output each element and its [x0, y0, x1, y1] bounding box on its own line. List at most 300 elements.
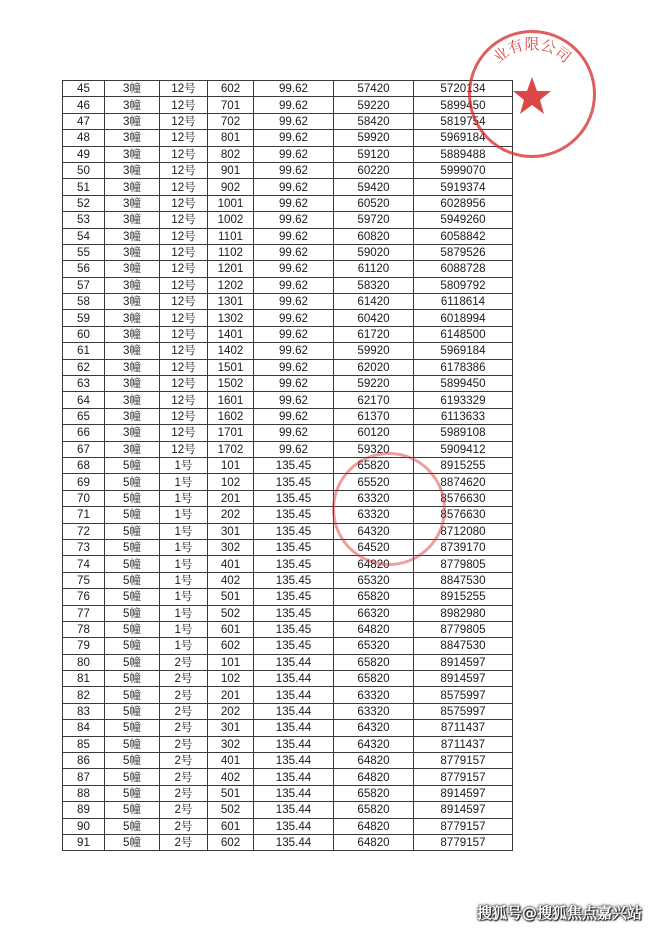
total-price-cell: 6028956: [414, 195, 513, 211]
unit-cell: 12号: [160, 146, 208, 162]
row-number-cell: 84: [63, 720, 105, 736]
room-number-cell: 1602: [208, 408, 254, 424]
row-number-cell: 66: [63, 425, 105, 441]
unit-cell: 12号: [160, 425, 208, 441]
unit-cell: 1号: [160, 507, 208, 523]
building-cell: 5幢: [105, 818, 160, 834]
unit-cell: 12号: [160, 277, 208, 293]
room-number-cell: 402: [208, 769, 254, 785]
area-cell: 135.44: [254, 769, 334, 785]
unit-price-cell: 65520: [334, 474, 414, 490]
unit-price-cell: 63320: [334, 490, 414, 506]
building-cell: 3幢: [105, 162, 160, 178]
total-price-cell: 5919374: [414, 179, 513, 195]
room-number-cell: 1202: [208, 277, 254, 293]
building-cell: 3幢: [105, 408, 160, 424]
unit-price-cell: 64320: [334, 736, 414, 752]
unit-cell: 12号: [160, 195, 208, 211]
row-number-cell: 53: [63, 212, 105, 228]
building-cell: 5幢: [105, 490, 160, 506]
unit-cell: 12号: [160, 261, 208, 277]
unit-price-cell: 64820: [334, 818, 414, 834]
row-number-cell: 51: [63, 179, 105, 195]
row-number-cell: 87: [63, 769, 105, 785]
unit-cell: 2号: [160, 671, 208, 687]
unit-price-cell: 65820: [334, 671, 414, 687]
table-row: [63, 834, 513, 850]
table-row: [63, 146, 513, 162]
table-row: [63, 572, 513, 588]
area-cell: 135.44: [254, 818, 334, 834]
area-cell: 135.44: [254, 703, 334, 719]
area-cell: 135.45: [254, 474, 334, 490]
unit-cell: 1号: [160, 457, 208, 473]
total-price-cell: 8779157: [414, 818, 513, 834]
area-cell: 99.62: [254, 408, 334, 424]
area-cell: 135.44: [254, 720, 334, 736]
room-number-cell: 101: [208, 457, 254, 473]
total-price-cell: 5949260: [414, 212, 513, 228]
area-cell: 99.62: [254, 392, 334, 408]
building-cell: 5幢: [105, 523, 160, 539]
room-number-cell: 801: [208, 130, 254, 146]
unit-cell: 2号: [160, 753, 208, 769]
building-cell: 3幢: [105, 294, 160, 310]
unit-price-cell: 60520: [334, 195, 414, 211]
table-row: [63, 294, 513, 310]
room-number-cell: 901: [208, 162, 254, 178]
table-row: [63, 474, 513, 490]
price-list-table: [62, 80, 513, 851]
row-number-cell: 83: [63, 703, 105, 719]
room-number-cell: 1201: [208, 261, 254, 277]
unit-cell: 12号: [160, 294, 208, 310]
building-cell: 5幢: [105, 589, 160, 605]
total-price-cell: 8914597: [414, 654, 513, 670]
unit-cell: 1号: [160, 490, 208, 506]
unit-cell: 12号: [160, 376, 208, 392]
row-number-cell: 67: [63, 441, 105, 457]
table-row: [63, 785, 513, 801]
row-number-cell: 52: [63, 195, 105, 211]
unit-price-cell: 65320: [334, 572, 414, 588]
area-cell: 135.44: [254, 671, 334, 687]
table-row: [63, 523, 513, 539]
table-row: [63, 130, 513, 146]
table-row: [63, 408, 513, 424]
unit-price-cell: 59020: [334, 244, 414, 260]
room-number-cell: 201: [208, 490, 254, 506]
room-number-cell: 601: [208, 621, 254, 637]
building-cell: 3幢: [105, 244, 160, 260]
svg-text:业有限公司: [490, 35, 575, 66]
area-cell: 135.45: [254, 638, 334, 654]
table-row: [63, 179, 513, 195]
total-price-cell: 6113633: [414, 408, 513, 424]
unit-price-cell: 61120: [334, 261, 414, 277]
building-cell: 5幢: [105, 720, 160, 736]
building-cell: 3幢: [105, 228, 160, 244]
row-number-cell: 70: [63, 490, 105, 506]
area-cell: 99.62: [254, 244, 334, 260]
total-price-cell: 8915255: [414, 457, 513, 473]
total-price-cell: 8739170: [414, 539, 513, 555]
table-row: [63, 343, 513, 359]
building-cell: 5幢: [105, 605, 160, 621]
room-number-cell: 1102: [208, 244, 254, 260]
area-cell: 135.44: [254, 802, 334, 818]
room-number-cell: 302: [208, 539, 254, 555]
room-number-cell: 302: [208, 736, 254, 752]
area-cell: 135.45: [254, 457, 334, 473]
building-cell: 3幢: [105, 441, 160, 457]
total-price-cell: 5879526: [414, 244, 513, 260]
total-price-cell: 6058842: [414, 228, 513, 244]
building-cell: 3幢: [105, 359, 160, 375]
unit-cell: 12号: [160, 81, 208, 97]
unit-price-cell: 66320: [334, 605, 414, 621]
area-cell: 135.45: [254, 621, 334, 637]
total-price-cell: 5720134: [414, 81, 513, 97]
unit-cell: 12号: [160, 113, 208, 129]
unit-cell: 1号: [160, 539, 208, 555]
building-cell: 5幢: [105, 753, 160, 769]
table-row: [63, 769, 513, 785]
unit-price-cell: 65320: [334, 638, 414, 654]
room-number-cell: 1702: [208, 441, 254, 457]
building-cell: 3幢: [105, 179, 160, 195]
building-cell: 3幢: [105, 376, 160, 392]
row-number-cell: 73: [63, 539, 105, 555]
area-cell: 99.62: [254, 97, 334, 113]
unit-price-cell: 64820: [334, 556, 414, 572]
unit-cell: 2号: [160, 703, 208, 719]
unit-price-cell: 59220: [334, 376, 414, 392]
unit-cell: 1号: [160, 474, 208, 490]
table-row: [63, 605, 513, 621]
total-price-cell: 8575997: [414, 687, 513, 703]
total-price-cell: 6088728: [414, 261, 513, 277]
table-row: [63, 425, 513, 441]
building-cell: 3幢: [105, 212, 160, 228]
unit-price-cell: 58420: [334, 113, 414, 129]
unit-price-cell: 64820: [334, 753, 414, 769]
row-number-cell: 80: [63, 654, 105, 670]
table-row: [63, 376, 513, 392]
row-number-cell: 77: [63, 605, 105, 621]
room-number-cell: 902: [208, 179, 254, 195]
unit-cell: 12号: [160, 228, 208, 244]
row-number-cell: 56: [63, 261, 105, 277]
total-price-cell: 8874620: [414, 474, 513, 490]
building-cell: 5幢: [105, 785, 160, 801]
total-price-cell: 5969184: [414, 130, 513, 146]
table-row: [63, 654, 513, 670]
total-price-cell: 8914597: [414, 671, 513, 687]
unit-price-cell: 61370: [334, 408, 414, 424]
row-number-cell: 82: [63, 687, 105, 703]
unit-price-cell: 59720: [334, 212, 414, 228]
room-number-cell: 1302: [208, 310, 254, 326]
building-cell: 3幢: [105, 195, 160, 211]
room-number-cell: 201: [208, 687, 254, 703]
table-row: [63, 326, 513, 342]
unit-cell: 12号: [160, 212, 208, 228]
total-price-cell: 8779805: [414, 621, 513, 637]
table-row: [63, 195, 513, 211]
unit-cell: 12号: [160, 392, 208, 408]
row-number-cell: 64: [63, 392, 105, 408]
room-number-cell: 1501: [208, 359, 254, 375]
unit-price-cell: 64320: [334, 720, 414, 736]
total-price-cell: 8711437: [414, 736, 513, 752]
area-cell: 99.62: [254, 81, 334, 97]
building-cell: 5幢: [105, 638, 160, 654]
row-number-cell: 74: [63, 556, 105, 572]
total-price-cell: 5889488: [414, 146, 513, 162]
unit-price-cell: 61420: [334, 294, 414, 310]
table-row: [63, 753, 513, 769]
total-price-cell: 8914597: [414, 802, 513, 818]
area-cell: 99.62: [254, 146, 334, 162]
room-number-cell: 602: [208, 834, 254, 850]
unit-price-cell: 65820: [334, 785, 414, 801]
row-number-cell: 58: [63, 294, 105, 310]
room-number-cell: 202: [208, 703, 254, 719]
price-list-table-container: [62, 80, 512, 851]
building-cell: 5幢: [105, 687, 160, 703]
area-cell: 99.62: [254, 359, 334, 375]
unit-cell: 12号: [160, 130, 208, 146]
room-number-cell: 401: [208, 753, 254, 769]
unit-cell: 2号: [160, 654, 208, 670]
total-price-cell: 6118614: [414, 294, 513, 310]
total-price-cell: 5909412: [414, 441, 513, 457]
room-number-cell: 601: [208, 818, 254, 834]
row-number-cell: 54: [63, 228, 105, 244]
building-cell: 3幢: [105, 343, 160, 359]
unit-cell: 12号: [160, 359, 208, 375]
unit-cell: 1号: [160, 572, 208, 588]
unit-price-cell: 59920: [334, 343, 414, 359]
room-number-cell: 701: [208, 97, 254, 113]
room-number-cell: 1001: [208, 195, 254, 211]
unit-price-cell: 63320: [334, 507, 414, 523]
row-number-cell: 61: [63, 343, 105, 359]
unit-cell: 12号: [160, 408, 208, 424]
table-body: [63, 81, 513, 851]
area-cell: 135.44: [254, 654, 334, 670]
unit-cell: 2号: [160, 802, 208, 818]
building-cell: 3幢: [105, 425, 160, 441]
total-price-cell: 5969184: [414, 343, 513, 359]
area-cell: 135.44: [254, 753, 334, 769]
table-row: [63, 687, 513, 703]
room-number-cell: 702: [208, 113, 254, 129]
total-price-cell: 5899450: [414, 97, 513, 113]
table-row: [63, 457, 513, 473]
row-number-cell: 72: [63, 523, 105, 539]
unit-price-cell: 57420: [334, 81, 414, 97]
unit-price-cell: 58320: [334, 277, 414, 293]
total-price-cell: 5989108: [414, 425, 513, 441]
unit-price-cell: 59220: [334, 97, 414, 113]
table-row: [63, 703, 513, 719]
room-number-cell: 1401: [208, 326, 254, 342]
table-row: [63, 818, 513, 834]
area-cell: 135.44: [254, 687, 334, 703]
area-cell: 135.44: [254, 736, 334, 752]
total-price-cell: 5809792: [414, 277, 513, 293]
unit-price-cell: 64820: [334, 621, 414, 637]
unit-price-cell: 64320: [334, 523, 414, 539]
unit-price-cell: 65820: [334, 802, 414, 818]
area-cell: 135.45: [254, 507, 334, 523]
table-row: [63, 244, 513, 260]
row-number-cell: 86: [63, 753, 105, 769]
room-number-cell: 502: [208, 605, 254, 621]
unit-price-cell: 65820: [334, 457, 414, 473]
unit-price-cell: 63320: [334, 703, 414, 719]
row-number-cell: 85: [63, 736, 105, 752]
area-cell: 135.45: [254, 539, 334, 555]
total-price-cell: 8915255: [414, 589, 513, 605]
row-number-cell: 89: [63, 802, 105, 818]
total-price-cell: 8847530: [414, 572, 513, 588]
unit-cell: 1号: [160, 605, 208, 621]
building-cell: 3幢: [105, 97, 160, 113]
room-number-cell: 1701: [208, 425, 254, 441]
table-row: [63, 359, 513, 375]
row-number-cell: 45: [63, 81, 105, 97]
row-number-cell: 71: [63, 507, 105, 523]
area-cell: 99.62: [254, 261, 334, 277]
table-row: [63, 212, 513, 228]
unit-cell: 12号: [160, 326, 208, 342]
area-cell: 99.62: [254, 277, 334, 293]
unit-price-cell: 64820: [334, 769, 414, 785]
table-row: [63, 97, 513, 113]
unit-price-cell: 59120: [334, 146, 414, 162]
unit-price-cell: 60820: [334, 228, 414, 244]
area-cell: 99.62: [254, 376, 334, 392]
total-price-cell: 8982980: [414, 605, 513, 621]
unit-cell: 2号: [160, 720, 208, 736]
building-cell: 5幢: [105, 736, 160, 752]
unit-cell: 2号: [160, 818, 208, 834]
area-cell: 99.62: [254, 130, 334, 146]
total-price-cell: 8779157: [414, 753, 513, 769]
unit-price-cell: 63320: [334, 687, 414, 703]
area-cell: 135.45: [254, 572, 334, 588]
table-row: [63, 720, 513, 736]
unit-cell: 2号: [160, 769, 208, 785]
row-number-cell: 69: [63, 474, 105, 490]
unit-price-cell: 62170: [334, 392, 414, 408]
total-price-cell: 6178386: [414, 359, 513, 375]
unit-price-cell: 59920: [334, 130, 414, 146]
building-cell: 3幢: [105, 113, 160, 129]
area-cell: 99.62: [254, 425, 334, 441]
room-number-cell: 501: [208, 785, 254, 801]
unit-price-cell: 60220: [334, 162, 414, 178]
building-cell: 5幢: [105, 671, 160, 687]
seal-text: 业有限公司: [489, 35, 575, 67]
building-cell: 5幢: [105, 539, 160, 555]
room-number-cell: 1402: [208, 343, 254, 359]
row-number-cell: 91: [63, 834, 105, 850]
unit-price-cell: 60420: [334, 310, 414, 326]
room-number-cell: 1502: [208, 376, 254, 392]
total-price-cell: 8711437: [414, 720, 513, 736]
area-cell: 135.44: [254, 834, 334, 850]
table-row: [63, 556, 513, 572]
unit-cell: 12号: [160, 162, 208, 178]
building-cell: 3幢: [105, 392, 160, 408]
building-cell: 5幢: [105, 572, 160, 588]
unit-cell: 12号: [160, 310, 208, 326]
area-cell: 99.62: [254, 343, 334, 359]
unit-price-cell: 60120: [334, 425, 414, 441]
building-cell: 3幢: [105, 130, 160, 146]
building-cell: 5幢: [105, 769, 160, 785]
table-row: [63, 162, 513, 178]
room-number-cell: 301: [208, 720, 254, 736]
room-number-cell: 802: [208, 146, 254, 162]
total-price-cell: 8779157: [414, 769, 513, 785]
unit-price-cell: 65820: [334, 589, 414, 605]
area-cell: 99.62: [254, 326, 334, 342]
unit-cell: 2号: [160, 736, 208, 752]
area-cell: 135.45: [254, 589, 334, 605]
unit-price-cell: 62020: [334, 359, 414, 375]
room-number-cell: 501: [208, 589, 254, 605]
unit-cell: 12号: [160, 244, 208, 260]
row-number-cell: 46: [63, 97, 105, 113]
row-number-cell: 57: [63, 277, 105, 293]
table-row: [63, 490, 513, 506]
building-cell: 5幢: [105, 474, 160, 490]
room-number-cell: 1002: [208, 212, 254, 228]
row-number-cell: 60: [63, 326, 105, 342]
total-price-cell: 6148500: [414, 326, 513, 342]
room-number-cell: 402: [208, 572, 254, 588]
unit-cell: 12号: [160, 441, 208, 457]
unit-cell: 1号: [160, 621, 208, 637]
row-number-cell: 68: [63, 457, 105, 473]
building-cell: 5幢: [105, 621, 160, 637]
building-cell: 3幢: [105, 326, 160, 342]
table-row: [63, 638, 513, 654]
building-cell: 5幢: [105, 654, 160, 670]
row-number-cell: 59: [63, 310, 105, 326]
unit-price-cell: 61720: [334, 326, 414, 342]
area-cell: 135.45: [254, 490, 334, 506]
table-row: [63, 802, 513, 818]
unit-cell: 1号: [160, 556, 208, 572]
unit-price-cell: 59420: [334, 179, 414, 195]
area-cell: 99.62: [254, 310, 334, 326]
unit-cell: 1号: [160, 523, 208, 539]
room-number-cell: 1601: [208, 392, 254, 408]
row-number-cell: 88: [63, 785, 105, 801]
total-price-cell: 6018994: [414, 310, 513, 326]
area-cell: 99.62: [254, 162, 334, 178]
area-cell: 135.45: [254, 605, 334, 621]
table-row: [63, 736, 513, 752]
building-cell: 3幢: [105, 261, 160, 277]
total-price-cell: 8576630: [414, 490, 513, 506]
